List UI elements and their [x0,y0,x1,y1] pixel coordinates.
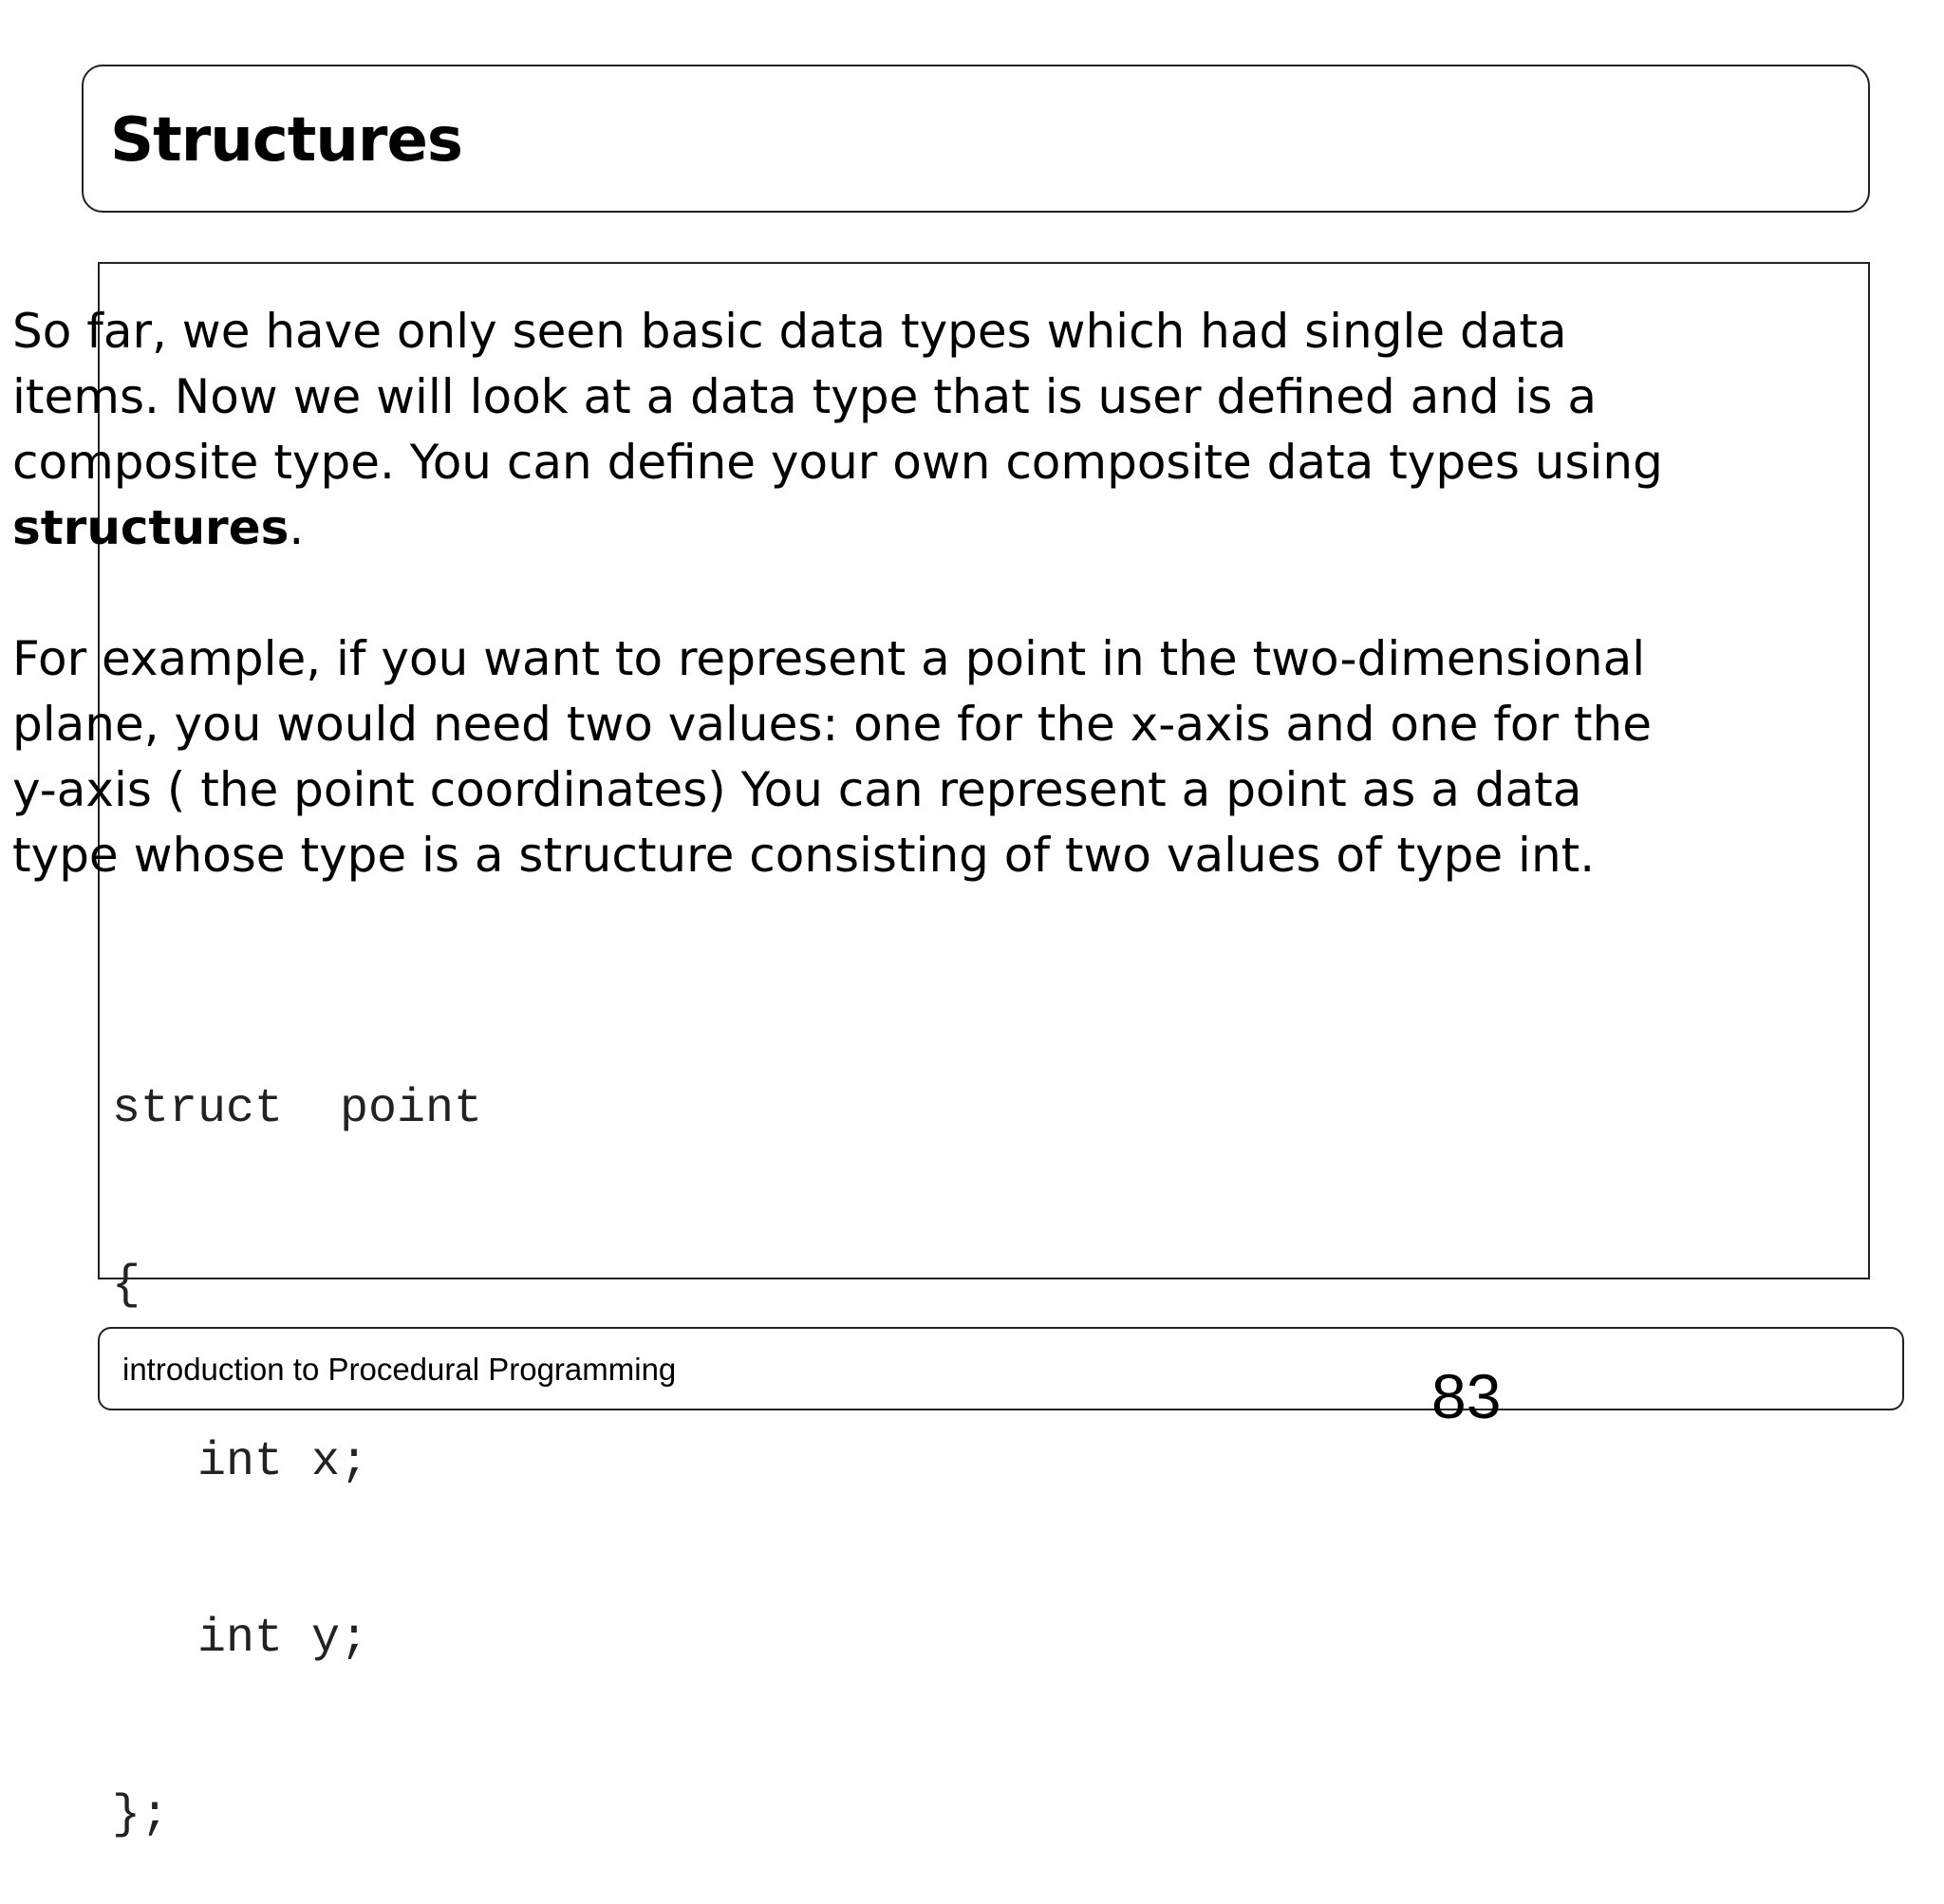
paragraph2-line: y-axis ( the point coordinates) You can represent a point as a data [12,762,1582,817]
paragraph1-line: items. Now we will look at a data type that is user defined and is a [12,369,1598,424]
course-title: introduction to Procedural Programming [122,1352,677,1387]
structures-keyword: structures [12,500,290,555]
title-box [82,65,1870,213]
code-line: int x; [112,1435,369,1489]
code-line: }; [112,1788,170,1842]
paragraph2-line: For example, if you want to represent a point in the two-dimensional [12,631,1646,686]
paragraph-gap [12,561,1816,626]
page-number: 83 [1431,1361,1502,1431]
code-block [112,962,482,1904]
footer-box [98,1327,1904,1410]
code-line: { [112,1259,141,1313]
paragraph1-line: So far, we have only seen basic data types which had single data [12,304,1567,359]
paragraph1-line: composite type. You can define your own composite data types using [12,435,1663,490]
sentence-period: . [289,500,305,555]
slide-title: Structures [110,105,462,176]
paragraph2-line: type whose type is a structure consisting of two values of type int. [12,828,1596,883]
paragraph1-last-line [12,495,1816,561]
body-text [12,299,1816,888]
code-line: struct point [112,1082,483,1136]
code-line: int y; [112,1612,369,1666]
paragraph2-line: plane, you would need two values: one for the x-axis and one for the [12,697,1652,752]
